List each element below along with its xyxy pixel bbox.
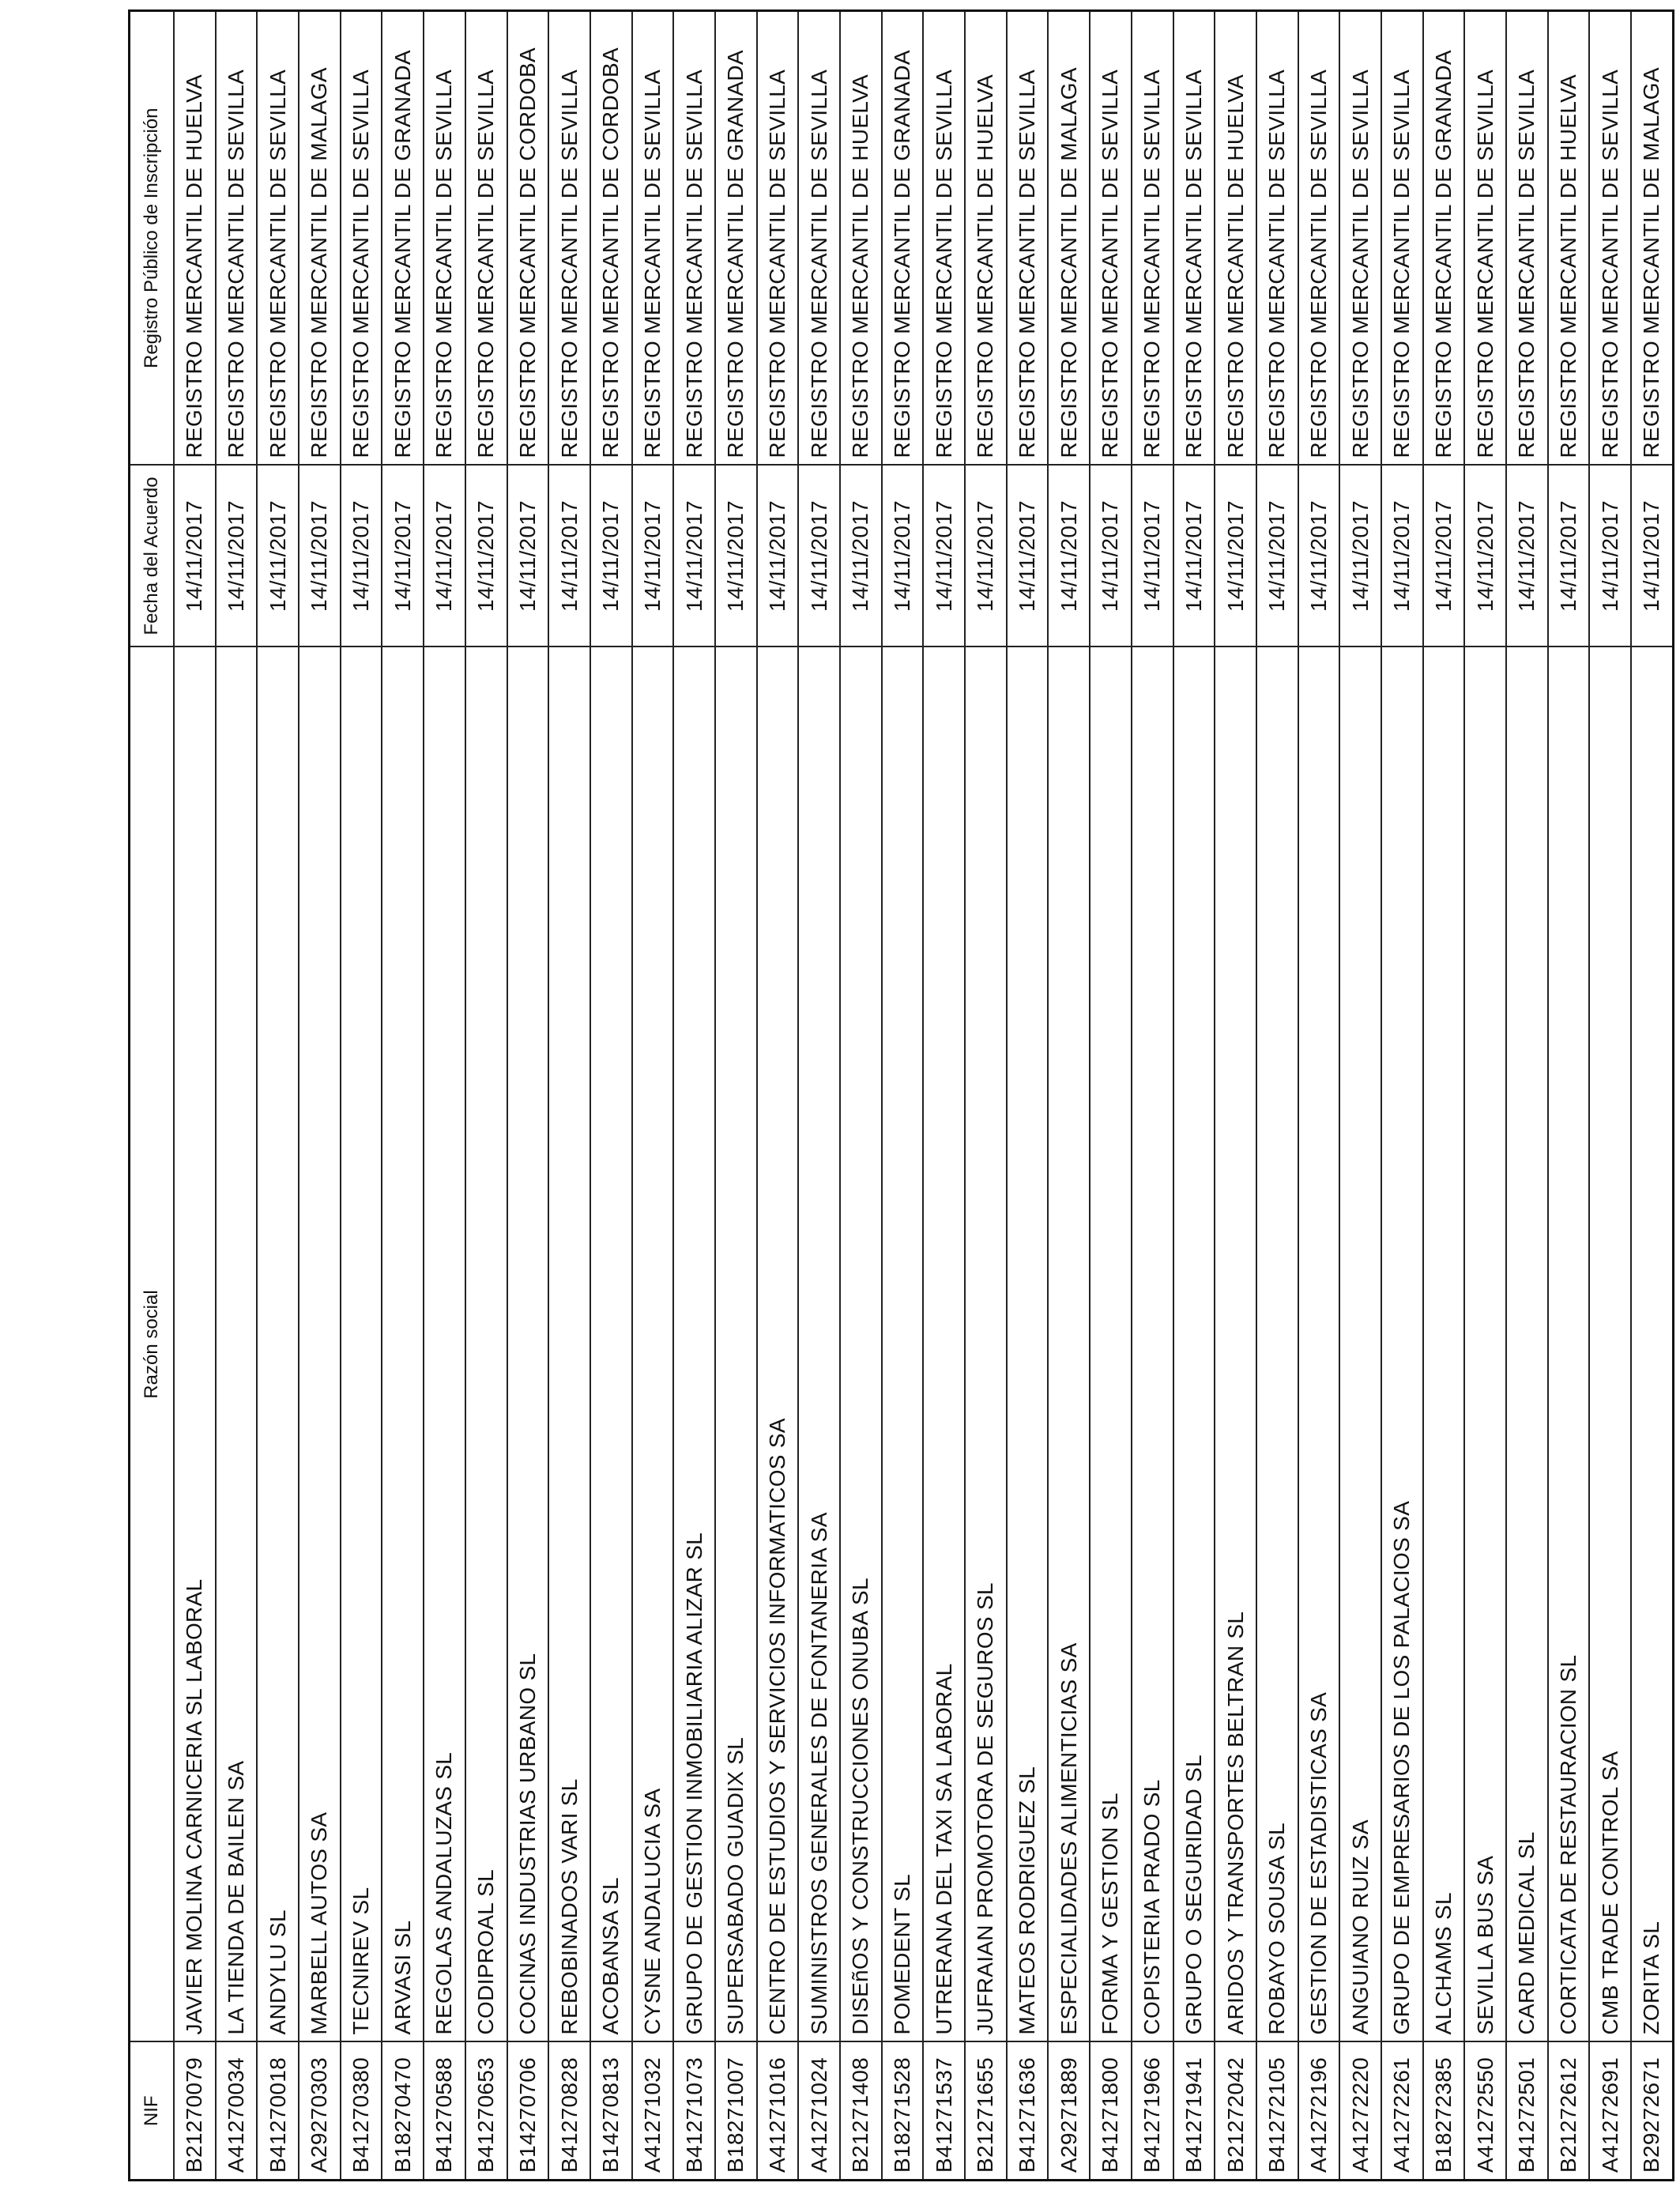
cell-fecha: 14/11/2017 bbox=[1589, 466, 1631, 647]
table-row bbox=[632, 11, 674, 2181]
cell-nif: B41271636 bbox=[1007, 2042, 1049, 2181]
table-row bbox=[382, 11, 424, 2181]
cell-fecha: 14/11/2017 bbox=[1132, 466, 1173, 647]
cell-razon-social: REBOBINADOS VARI SL bbox=[548, 647, 590, 2042]
table-row bbox=[1048, 11, 1090, 2181]
cell-fecha: 14/11/2017 bbox=[1548, 466, 1590, 647]
cell-razon-social: GESTION DE ESTADISTICAS SA bbox=[1298, 647, 1340, 2042]
cell-razon-social: CODIPROAL SL bbox=[465, 647, 507, 2042]
header-registro: Registro Público de Inscripción bbox=[130, 11, 175, 466]
cell-razon-social: GRUPO O SEGURIDAD SL bbox=[1173, 647, 1215, 2042]
cell-registro: REGISTRO MERCANTIL DE MALAGA bbox=[1048, 11, 1090, 466]
cell-registro: REGISTRO MERCANTIL DE SEVILLA bbox=[1256, 11, 1298, 466]
cell-registro: REGISTRO MERCANTIL DE SEVILLA bbox=[1173, 11, 1215, 466]
cell-fecha: 14/11/2017 bbox=[507, 466, 549, 647]
cell-registro: REGISTRO MERCANTIL DE GRANADA bbox=[382, 11, 424, 466]
table-row bbox=[1423, 11, 1465, 2181]
table-row bbox=[1132, 11, 1173, 2181]
table-row bbox=[1506, 11, 1548, 2181]
cell-fecha: 14/11/2017 bbox=[174, 466, 216, 647]
cell-nif: B14270706 bbox=[507, 2042, 549, 2181]
cell-nif: B21272612 bbox=[1548, 2042, 1590, 2181]
cell-nif: B18270470 bbox=[382, 2042, 424, 2181]
table-row bbox=[840, 11, 882, 2181]
table-row bbox=[923, 11, 965, 2181]
table-row bbox=[341, 11, 382, 2181]
cell-registro: REGISTRO MERCANTIL DE CORDOBA bbox=[590, 11, 632, 466]
cell-fecha: 14/11/2017 bbox=[465, 466, 507, 647]
cell-fecha: 14/11/2017 bbox=[840, 466, 882, 647]
cell-razon-social: JAVIER MOLINA CARNICERIA SL LABORAL bbox=[174, 647, 216, 2042]
cell-registro: REGISTRO MERCANTIL DE SEVILLA bbox=[216, 11, 258, 466]
cell-nif: B41270828 bbox=[548, 2042, 590, 2181]
cell-nif: A29271889 bbox=[1048, 2042, 1090, 2181]
table-row bbox=[299, 11, 341, 2181]
table-row bbox=[1215, 11, 1256, 2181]
cell-fecha: 14/11/2017 bbox=[1339, 466, 1381, 647]
cell-fecha: 14/11/2017 bbox=[1423, 466, 1465, 647]
cell-razon-social: ZORITA SL bbox=[1631, 647, 1673, 2042]
cell-fecha: 14/11/2017 bbox=[1215, 466, 1256, 647]
cell-registro: REGISTRO MERCANTIL DE SEVILLA bbox=[1339, 11, 1381, 466]
table-row bbox=[590, 11, 632, 2181]
cell-fecha: 14/11/2017 bbox=[632, 466, 674, 647]
cell-registro: REGISTRO MERCANTIL DE SEVILLA bbox=[1589, 11, 1631, 466]
cell-razon-social: CYSNE ANDALUCIA SA bbox=[632, 647, 674, 2042]
cell-razon-social: ACOBANSA SL bbox=[590, 647, 632, 2042]
cell-nif: B41271073 bbox=[673, 2042, 715, 2181]
cell-registro: REGISTRO MERCANTIL DE SEVILLA bbox=[1506, 11, 1548, 466]
cell-razon-social: ARIDOS Y TRANSPORTES BELTRAN SL bbox=[1215, 647, 1256, 2042]
cell-nif: A29270303 bbox=[299, 2042, 341, 2181]
cell-razon-social: DISEñOS Y CONSTRUCCIONES ONUBA SL bbox=[840, 647, 882, 2042]
cell-nif: A41272550 bbox=[1464, 2042, 1506, 2181]
cell-registro: REGISTRO MERCANTIL DE HUELVA bbox=[840, 11, 882, 466]
cell-fecha: 14/11/2017 bbox=[1631, 466, 1673, 647]
cell-fecha: 14/11/2017 bbox=[1090, 466, 1132, 647]
cell-registro: REGISTRO MERCANTIL DE GRANADA bbox=[882, 11, 924, 466]
cell-fecha: 14/11/2017 bbox=[257, 466, 299, 647]
cell-fecha: 14/11/2017 bbox=[341, 466, 382, 647]
cell-registro: REGISTRO MERCANTIL DE CORDOBA bbox=[507, 11, 549, 466]
cell-nif: B14270813 bbox=[590, 2042, 632, 2181]
cell-razon-social: POMEDENT SL bbox=[882, 647, 924, 2042]
table-row bbox=[1589, 11, 1631, 2181]
table-row bbox=[1381, 11, 1423, 2181]
cell-registro: REGISTRO MERCANTIL DE SEVILLA bbox=[757, 11, 799, 466]
cell-fecha: 14/11/2017 bbox=[1464, 466, 1506, 647]
table-row bbox=[757, 11, 799, 2181]
table-row bbox=[1464, 11, 1506, 2181]
registry-table bbox=[128, 9, 1674, 2181]
cell-registro: REGISTRO MERCANTIL DE GRANADA bbox=[1423, 11, 1465, 466]
cell-fecha: 14/11/2017 bbox=[965, 466, 1007, 647]
cell-razon-social: ANDYLU SL bbox=[257, 647, 299, 2042]
cell-fecha: 14/11/2017 bbox=[882, 466, 924, 647]
cell-registro: REGISTRO MERCANTIL DE HUELVA bbox=[1215, 11, 1256, 466]
header-razon-social: Razón social bbox=[130, 647, 175, 2042]
cell-fecha: 14/11/2017 bbox=[798, 466, 840, 647]
cell-registro: REGISTRO MERCANTIL DE SEVILLA bbox=[1007, 11, 1049, 466]
cell-registro: REGISTRO MERCANTIL DE HUELVA bbox=[1548, 11, 1590, 466]
cell-fecha: 14/11/2017 bbox=[1048, 466, 1090, 647]
table-row bbox=[1090, 11, 1132, 2181]
cell-razon-social: ANGUIANO RUIZ SA bbox=[1339, 647, 1381, 2042]
cell-nif: B41271800 bbox=[1090, 2042, 1132, 2181]
cell-nif: B21271408 bbox=[840, 2042, 882, 2181]
cell-razon-social: COCINAS INDUSTRIAS URBANO SL bbox=[507, 647, 549, 2042]
cell-registro: REGISTRO MERCANTIL DE HUELVA bbox=[174, 11, 216, 466]
cell-fecha: 14/11/2017 bbox=[1173, 466, 1215, 647]
cell-registro: REGISTRO MERCANTIL DE SEVILLA bbox=[257, 11, 299, 466]
cell-fecha: 14/11/2017 bbox=[1298, 466, 1340, 647]
cell-nif: A41271024 bbox=[798, 2042, 840, 2181]
cell-fecha: 14/11/2017 bbox=[216, 466, 258, 647]
cell-nif: B41271537 bbox=[923, 2042, 965, 2181]
cell-registro: REGISTRO MERCANTIL DE SEVILLA bbox=[424, 11, 465, 466]
cell-registro: REGISTRO MERCANTIL DE SEVILLA bbox=[673, 11, 715, 466]
cell-nif: A41272220 bbox=[1339, 2042, 1381, 2181]
header-fecha-acuerdo: Fecha del Acuerdo bbox=[130, 466, 175, 647]
cell-fecha: 14/11/2017 bbox=[1007, 466, 1049, 647]
cell-nif: B29272671 bbox=[1631, 2042, 1673, 2181]
cell-registro: REGISTRO MERCANTIL DE SEVILLA bbox=[632, 11, 674, 466]
cell-razon-social: MARBELL AUTOS SA bbox=[299, 647, 341, 2042]
cell-razon-social: UTRERANA DEL TAXI SA LABORAL bbox=[923, 647, 965, 2042]
cell-registro: REGISTRO MERCANTIL DE GRANADA bbox=[715, 11, 757, 466]
cell-razon-social: REGOLAS ANDALUZAS SL bbox=[424, 647, 465, 2042]
cell-razon-social: SUPERSABADO GUADIX SL bbox=[715, 647, 757, 2042]
cell-nif: B41270018 bbox=[257, 2042, 299, 2181]
cell-registro: REGISTRO MERCANTIL DE SEVILLA bbox=[923, 11, 965, 466]
header-nif: NIF bbox=[130, 2042, 175, 2181]
table-row bbox=[216, 11, 258, 2181]
cell-razon-social: JUFRAIAN PROMOTORA DE SEGUROS SL bbox=[965, 647, 1007, 2042]
table-row bbox=[1007, 11, 1049, 2181]
cell-fecha: 14/11/2017 bbox=[299, 466, 341, 647]
cell-nif: B41271941 bbox=[1173, 2042, 1215, 2181]
cell-nif: B18272385 bbox=[1423, 2042, 1465, 2181]
cell-nif: A41272261 bbox=[1381, 2042, 1423, 2181]
cell-razon-social: FORMA Y GESTION SL bbox=[1090, 647, 1132, 2042]
cell-razon-social: TECNIREV SL bbox=[341, 647, 382, 2042]
cell-razon-social: ESPECIALIDADES ALIMENTICIAS SA bbox=[1048, 647, 1090, 2042]
cell-razon-social: SUMINISTROS GENERALES DE FONTANERIA SA bbox=[798, 647, 840, 2042]
cell-nif: B41272501 bbox=[1506, 2042, 1548, 2181]
table-row bbox=[465, 11, 507, 2181]
table-row bbox=[1548, 11, 1590, 2181]
cell-fecha: 14/11/2017 bbox=[424, 466, 465, 647]
cell-nif: A41272196 bbox=[1298, 2042, 1340, 2181]
table-row bbox=[1339, 11, 1381, 2181]
header-row bbox=[130, 11, 175, 2181]
cell-razon-social: ALCHAMS SL bbox=[1423, 647, 1465, 2042]
cell-nif: B41272105 bbox=[1256, 2042, 1298, 2181]
cell-razon-social: CMB TRADE CONTROL SA bbox=[1589, 647, 1631, 2042]
table-row bbox=[798, 11, 840, 2181]
table-row bbox=[882, 11, 924, 2181]
table-row bbox=[1298, 11, 1340, 2181]
table-row bbox=[548, 11, 590, 2181]
cell-fecha: 14/11/2017 bbox=[923, 466, 965, 647]
cell-razon-social: CARD MEDICAL SL bbox=[1506, 647, 1548, 2042]
cell-registro: REGISTRO MERCANTIL DE SEVILLA bbox=[1132, 11, 1173, 466]
cell-razon-social: GRUPO DE GESTION INMOBILIARIA ALIZAR SL bbox=[673, 647, 715, 2042]
cell-nif: B18271528 bbox=[882, 2042, 924, 2181]
table-row bbox=[424, 11, 465, 2181]
document-page bbox=[128, 12, 1664, 2181]
cell-registro: REGISTRO MERCANTIL DE MALAGA bbox=[299, 11, 341, 466]
cell-nif: B21270079 bbox=[174, 2042, 216, 2181]
table-row bbox=[965, 11, 1007, 2181]
cell-razon-social: COPISTERIA PRADO SL bbox=[1132, 647, 1173, 2042]
cell-razon-social: ROBAYO SOUSA SL bbox=[1256, 647, 1298, 2042]
table-row bbox=[507, 11, 549, 2181]
cell-nif: B41271966 bbox=[1132, 2042, 1173, 2181]
cell-registro: REGISTRO MERCANTIL DE SEVILLA bbox=[798, 11, 840, 466]
cell-fecha: 14/11/2017 bbox=[757, 466, 799, 647]
table-row bbox=[715, 11, 757, 2181]
cell-registro: REGISTRO MERCANTIL DE SEVILLA bbox=[548, 11, 590, 466]
cell-fecha: 14/11/2017 bbox=[382, 466, 424, 647]
cell-razon-social: MATEOS RODRIGUEZ SL bbox=[1007, 647, 1049, 2042]
cell-nif: A41271016 bbox=[757, 2042, 799, 2181]
cell-razon-social: LA TIENDA DE BAILEN SA bbox=[216, 647, 258, 2042]
cell-nif: B41270588 bbox=[424, 2042, 465, 2181]
cell-registro: REGISTRO MERCANTIL DE SEVILLA bbox=[465, 11, 507, 466]
cell-nif: B18271007 bbox=[715, 2042, 757, 2181]
cell-fecha: 14/11/2017 bbox=[673, 466, 715, 647]
table-row bbox=[673, 11, 715, 2181]
table-row bbox=[1173, 11, 1215, 2181]
cell-registro: REGISTRO MERCANTIL DE MALAGA bbox=[1631, 11, 1673, 466]
cell-registro: REGISTRO MERCANTIL DE SEVILLA bbox=[1464, 11, 1506, 466]
cell-nif: A41272691 bbox=[1589, 2042, 1631, 2181]
cell-nif: B21272042 bbox=[1215, 2042, 1256, 2181]
cell-razon-social: CORTICATA DE RESTAURACION SL bbox=[1548, 647, 1590, 2042]
rotated-table-container bbox=[128, 12, 1664, 2181]
cell-registro: REGISTRO MERCANTIL DE SEVILLA bbox=[1090, 11, 1132, 466]
cell-registro: REGISTRO MERCANTIL DE SEVILLA bbox=[1298, 11, 1340, 466]
cell-razon-social: ARVASI SL bbox=[382, 647, 424, 2042]
cell-fecha: 14/11/2017 bbox=[1256, 466, 1298, 647]
cell-fecha: 14/11/2017 bbox=[1506, 466, 1548, 647]
table-row bbox=[174, 11, 216, 2181]
cell-fecha: 14/11/2017 bbox=[590, 466, 632, 647]
table-row bbox=[1256, 11, 1298, 2181]
cell-fecha: 14/11/2017 bbox=[548, 466, 590, 647]
cell-registro: REGISTRO MERCANTIL DE HUELVA bbox=[965, 11, 1007, 466]
cell-nif: B41270653 bbox=[465, 2042, 507, 2181]
cell-registro: REGISTRO MERCANTIL DE SEVILLA bbox=[341, 11, 382, 466]
table-row bbox=[257, 11, 299, 2181]
cell-nif: A41271032 bbox=[632, 2042, 674, 2181]
cell-nif: B41270380 bbox=[341, 2042, 382, 2181]
table-row bbox=[1631, 11, 1673, 2181]
cell-razon-social: SEVILLA BUS SA bbox=[1464, 647, 1506, 2042]
cell-razon-social: GRUPO DE EMPRESARIOS DE LOS PALACIOS SA bbox=[1381, 647, 1423, 2042]
cell-registro: REGISTRO MERCANTIL DE SEVILLA bbox=[1381, 11, 1423, 466]
cell-razon-social: CENTRO DE ESTUDIOS Y SERVICIOS INFORMATICOS SA bbox=[757, 647, 799, 2042]
cell-fecha: 14/11/2017 bbox=[1381, 466, 1423, 647]
cell-fecha: 14/11/2017 bbox=[715, 466, 757, 647]
cell-nif: B21271655 bbox=[965, 2042, 1007, 2181]
cell-nif: A41270034 bbox=[216, 2042, 258, 2181]
